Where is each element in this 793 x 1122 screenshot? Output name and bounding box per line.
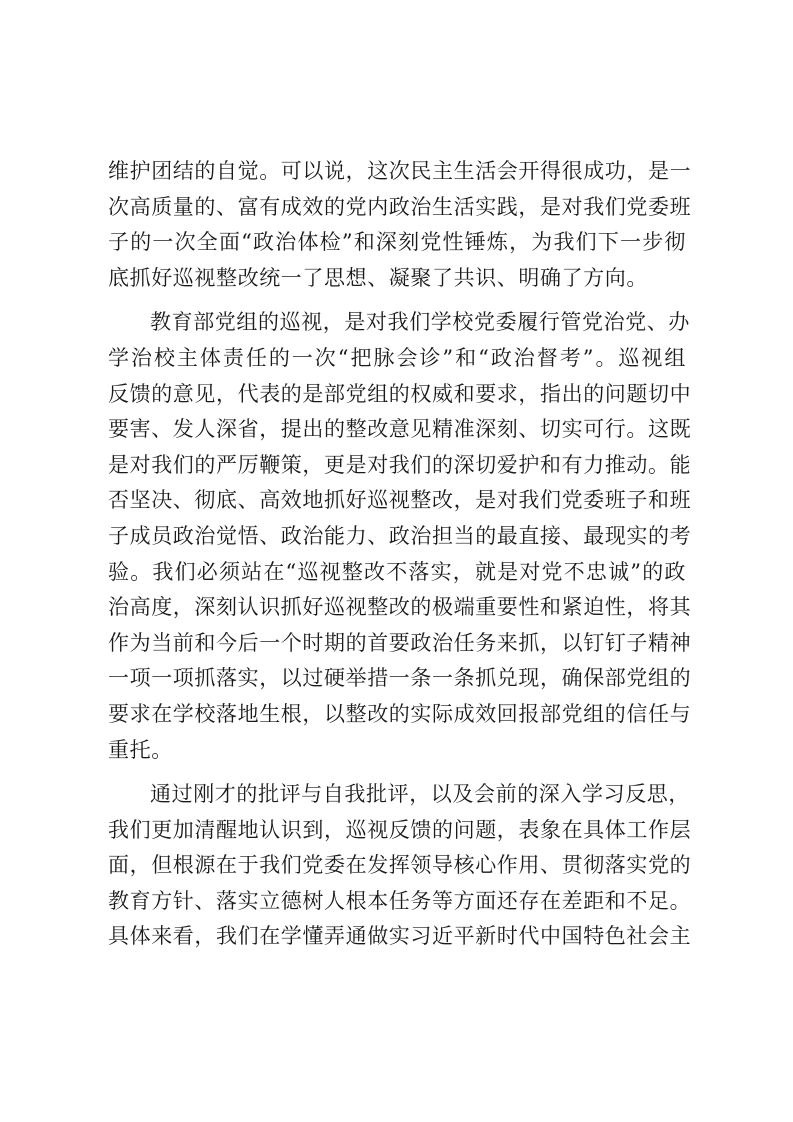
text-line: 底抓好巡视整改统一了思想、凝聚了共识、明确了方向。: [108, 265, 648, 290]
text-line: 重托。: [108, 737, 173, 762]
text-line: 教育方针、落实立德树人根本任务等方面还存在差距和不足。: [108, 888, 692, 913]
text-line: 教育部党组的巡视，是对我们学校党委履行管党治党、办: [150, 310, 690, 335]
text-line: 子的一次全面“政治体检”和深刻党性锤炼，为我们下一步彻: [108, 230, 686, 255]
paragraph-2: [108, 305, 692, 768]
document-body: [108, 154, 692, 955]
paragraph-1: [108, 154, 692, 296]
paragraph-3: [108, 777, 692, 955]
text-line: 子成员政治觉悟、政治能力、政治担当的最直接、最现实的考: [108, 523, 692, 548]
text-line: 通过刚才的批评与自我批评，以及会前的深入学习反思，: [150, 782, 690, 807]
text-line: 一项一项抓落实，以过硬举措一条一条抓兑现，确保部党组的: [108, 666, 692, 691]
text-line: 否坚决、彻底、高效地抓好巡视整改，是对我们党委班子和班: [108, 488, 692, 513]
text-line: 是对我们的严厉鞭策，更是对我们的深切爱护和有力推动。能: [108, 452, 692, 477]
text-line: 治高度，深刻认识抓好巡视整改的极端重要性和紧迫性，将其: [108, 595, 692, 620]
text-line: 验。我们必须站在“巡视整改不落实，就是对党不忠诚”的政: [108, 559, 686, 584]
text-line: 具体来看，我们在学懂弄通做实习近平新时代中国特色社会主: [108, 924, 692, 949]
text-line: 次高质量的、富有成效的党内政治生活实践，是对我们党委班: [108, 194, 692, 219]
text-line: 维护团结的自觉。可以说，这次民主生活会开得很成功，是一: [108, 159, 692, 183]
text-line: 要求在学校落地生根，以整改的实际成效回报部党组的信任与: [108, 701, 692, 726]
text-line: 要害、发人深省，提出的整改意见精准深刻、切实可行。这既: [108, 417, 692, 442]
text-line: 作为当前和今后一个时期的首要政治任务来抓，以钉钉子精神: [108, 630, 692, 655]
text-line: 反馈的意见，代表的是部党组的权威和要求，指出的问题切中: [108, 381, 692, 406]
text-line: 学治校主体责任的一次“把脉会诊”和“政治督考”。巡视组: [108, 345, 686, 370]
text-line: 面，但根源在于我们党委在发挥领导核心作用、贯彻落实党的: [108, 853, 692, 878]
text-line: 我们更加清醒地认识到，巡视反馈的问题，表象在具体工作层: [108, 817, 692, 842]
